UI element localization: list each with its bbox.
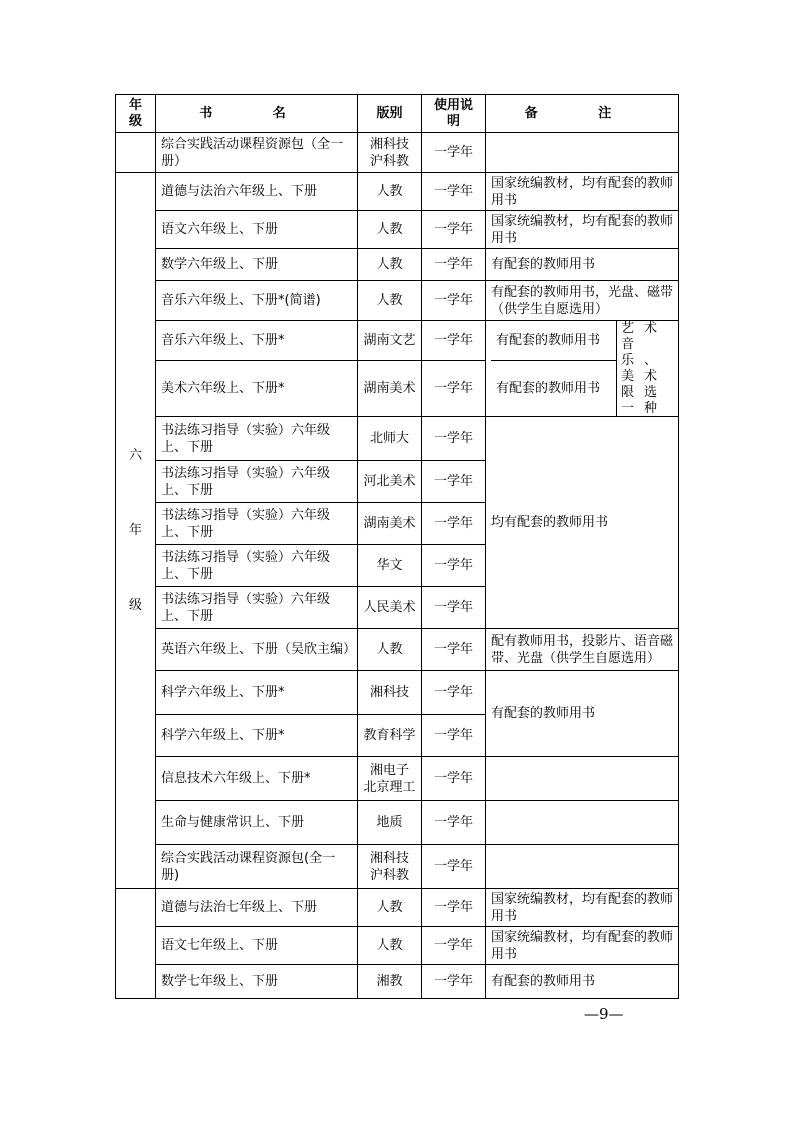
usage: 一学年 [422,281,486,321]
publisher: 人教 [358,281,422,321]
book-name: 音乐六年级上、下册* [156,321,358,361]
grade-char: 级 [128,598,142,613]
book-name: 语文七年级上、下册 [156,927,358,965]
publisher: 湖南文艺 [358,321,422,361]
remark: 国家统编教材，均有配套的教师用书 [486,889,679,927]
usage: 一学年 [422,927,486,965]
book-name: 英语六年级上、下册（吴欣主编） [156,629,358,671]
grade-six-label [116,173,156,889]
usage: 一学年 [422,321,486,361]
usage: 一学年 [422,545,486,587]
publisher: 湖南美术 [358,503,422,545]
table-row [116,211,679,249]
publisher: 湘科技 沪科教 [358,845,422,889]
publisher: 湘科技 [358,671,422,715]
header-usage: 使用说明 [422,95,486,133]
book-name: 数学七年级上、下册 [156,965,358,999]
publisher: 湘教 [358,965,422,999]
usage: 一学年 [422,671,486,715]
publisher: 教育科学 [358,715,422,757]
header-name: 书 名 [156,95,358,133]
usage: 一学年 [422,845,486,889]
book-name: 道德与法治七年级上、下册 [156,889,358,927]
header-publisher: 版别 [358,95,422,133]
book-name: 综合实践活动课程资源包(全一册) [156,845,358,889]
book-name: 书法练习指导（实验）六年级上、下册 [156,545,358,587]
table-row [116,965,679,999]
remark [486,757,679,801]
book-name: 科学六年级上、下册* [156,671,358,715]
publisher: 湘电子 北京理工 [358,757,422,801]
publisher: 人教 [358,173,422,211]
remark: 有配套的教师用书 [491,321,616,361]
art-selection-note: 艺术音乐、美术限选一种 [621,320,668,416]
usage: 一学年 [422,361,486,417]
remark: 国家统编教材，均有配套的教师用书 [486,173,679,211]
table-row [116,249,679,281]
table-row [116,671,679,715]
remark [486,133,679,173]
book-name: 书法练习指导（实验）六年级上、下册 [156,587,358,629]
usage: 一学年 [422,417,486,461]
usage: 一学年 [422,133,486,173]
remark: 有配套的教师用书 [496,381,601,396]
book-name: 综合实践活动课程资源包（全一册） [156,133,358,173]
publisher: 湖南美术 [358,361,422,417]
usage: 一学年 [422,461,486,503]
grade-char: 年 [128,523,142,538]
remark [486,801,679,845]
remark: 国家统编教材，均有配套的教师用书 [486,211,679,249]
remark: 配有教师用书，投影片、语音磁带、光盘（供学生自愿选用） [486,629,679,671]
publisher: 人教 [358,211,422,249]
usage: 一学年 [422,249,486,281]
usage: 一学年 [422,629,486,671]
remark: 有配套的教师用书，光盘、磁带（供学生自愿选用） [486,281,679,321]
header-remark: 备 注 [486,95,679,133]
table-row [116,845,679,889]
grade-cell-empty [116,133,156,173]
publisher: 河北美术 [358,461,422,503]
table-row [116,417,679,461]
usage: 一学年 [422,757,486,801]
publisher: 人教 [358,927,422,965]
publisher: 人教 [358,629,422,671]
book-name: 音乐六年级上、下册*(简谱) [156,281,358,321]
publisher: 北师大 [358,417,422,461]
book-name: 信息技术六年级上、下册* [156,757,358,801]
usage: 一学年 [422,715,486,757]
table-row [116,321,679,361]
book-name: 生命与健康常识上、下册 [156,801,358,845]
publisher: 人教 [358,249,422,281]
textbook-table [115,94,679,999]
table-row [116,173,679,211]
table-header-row [116,95,679,133]
book-name: 美术六年级上、下册* [156,361,358,417]
science-remark: 有配套的教师用书 [486,671,679,757]
publisher: 人教 [358,889,422,927]
publisher: 湘科技 沪科教 [358,133,422,173]
book-name: 书法练习指导（实验）六年级上、下册 [156,503,358,545]
calligraphy-remark: 均有配套的教师用书 [486,417,679,629]
grade-char: 六 [128,448,142,463]
page-number: —9— [584,1005,624,1023]
usage: 一学年 [422,587,486,629]
usage: 一学年 [422,503,486,545]
book-name: 数学六年级上、下册 [156,249,358,281]
publisher: 地质 [358,801,422,845]
remark: 有配套的教师用书 [486,965,679,999]
remark: 国家统编教材，均有配套的教师用书 [486,927,679,965]
usage: 一学年 [422,889,486,927]
publisher: 华文 [358,545,422,587]
book-name: 科学六年级上、下册* [156,715,358,757]
usage: 一学年 [422,801,486,845]
book-name: 书法练习指导（实验）六年级上、下册 [156,461,358,503]
usage: 一学年 [422,173,486,211]
art-remark-cell [486,321,679,417]
table-row [116,927,679,965]
table-row [116,133,679,173]
table-row [116,281,679,321]
remark: 有配套的教师用书 [486,249,679,281]
table-row [116,629,679,671]
usage: 一学年 [422,211,486,249]
book-name: 语文六年级上、下册 [156,211,358,249]
table-row [116,757,679,801]
book-name: 道德与法治六年级上、下册 [156,173,358,211]
remark [486,845,679,889]
header-grade: 年级 [116,95,156,133]
table-row [116,889,679,927]
book-name: 书法练习指导（实验）六年级上、下册 [156,417,358,461]
usage: 一学年 [422,965,486,999]
grade-cell-empty [116,889,156,999]
table-row [116,801,679,845]
publisher: 人民美术 [358,587,422,629]
